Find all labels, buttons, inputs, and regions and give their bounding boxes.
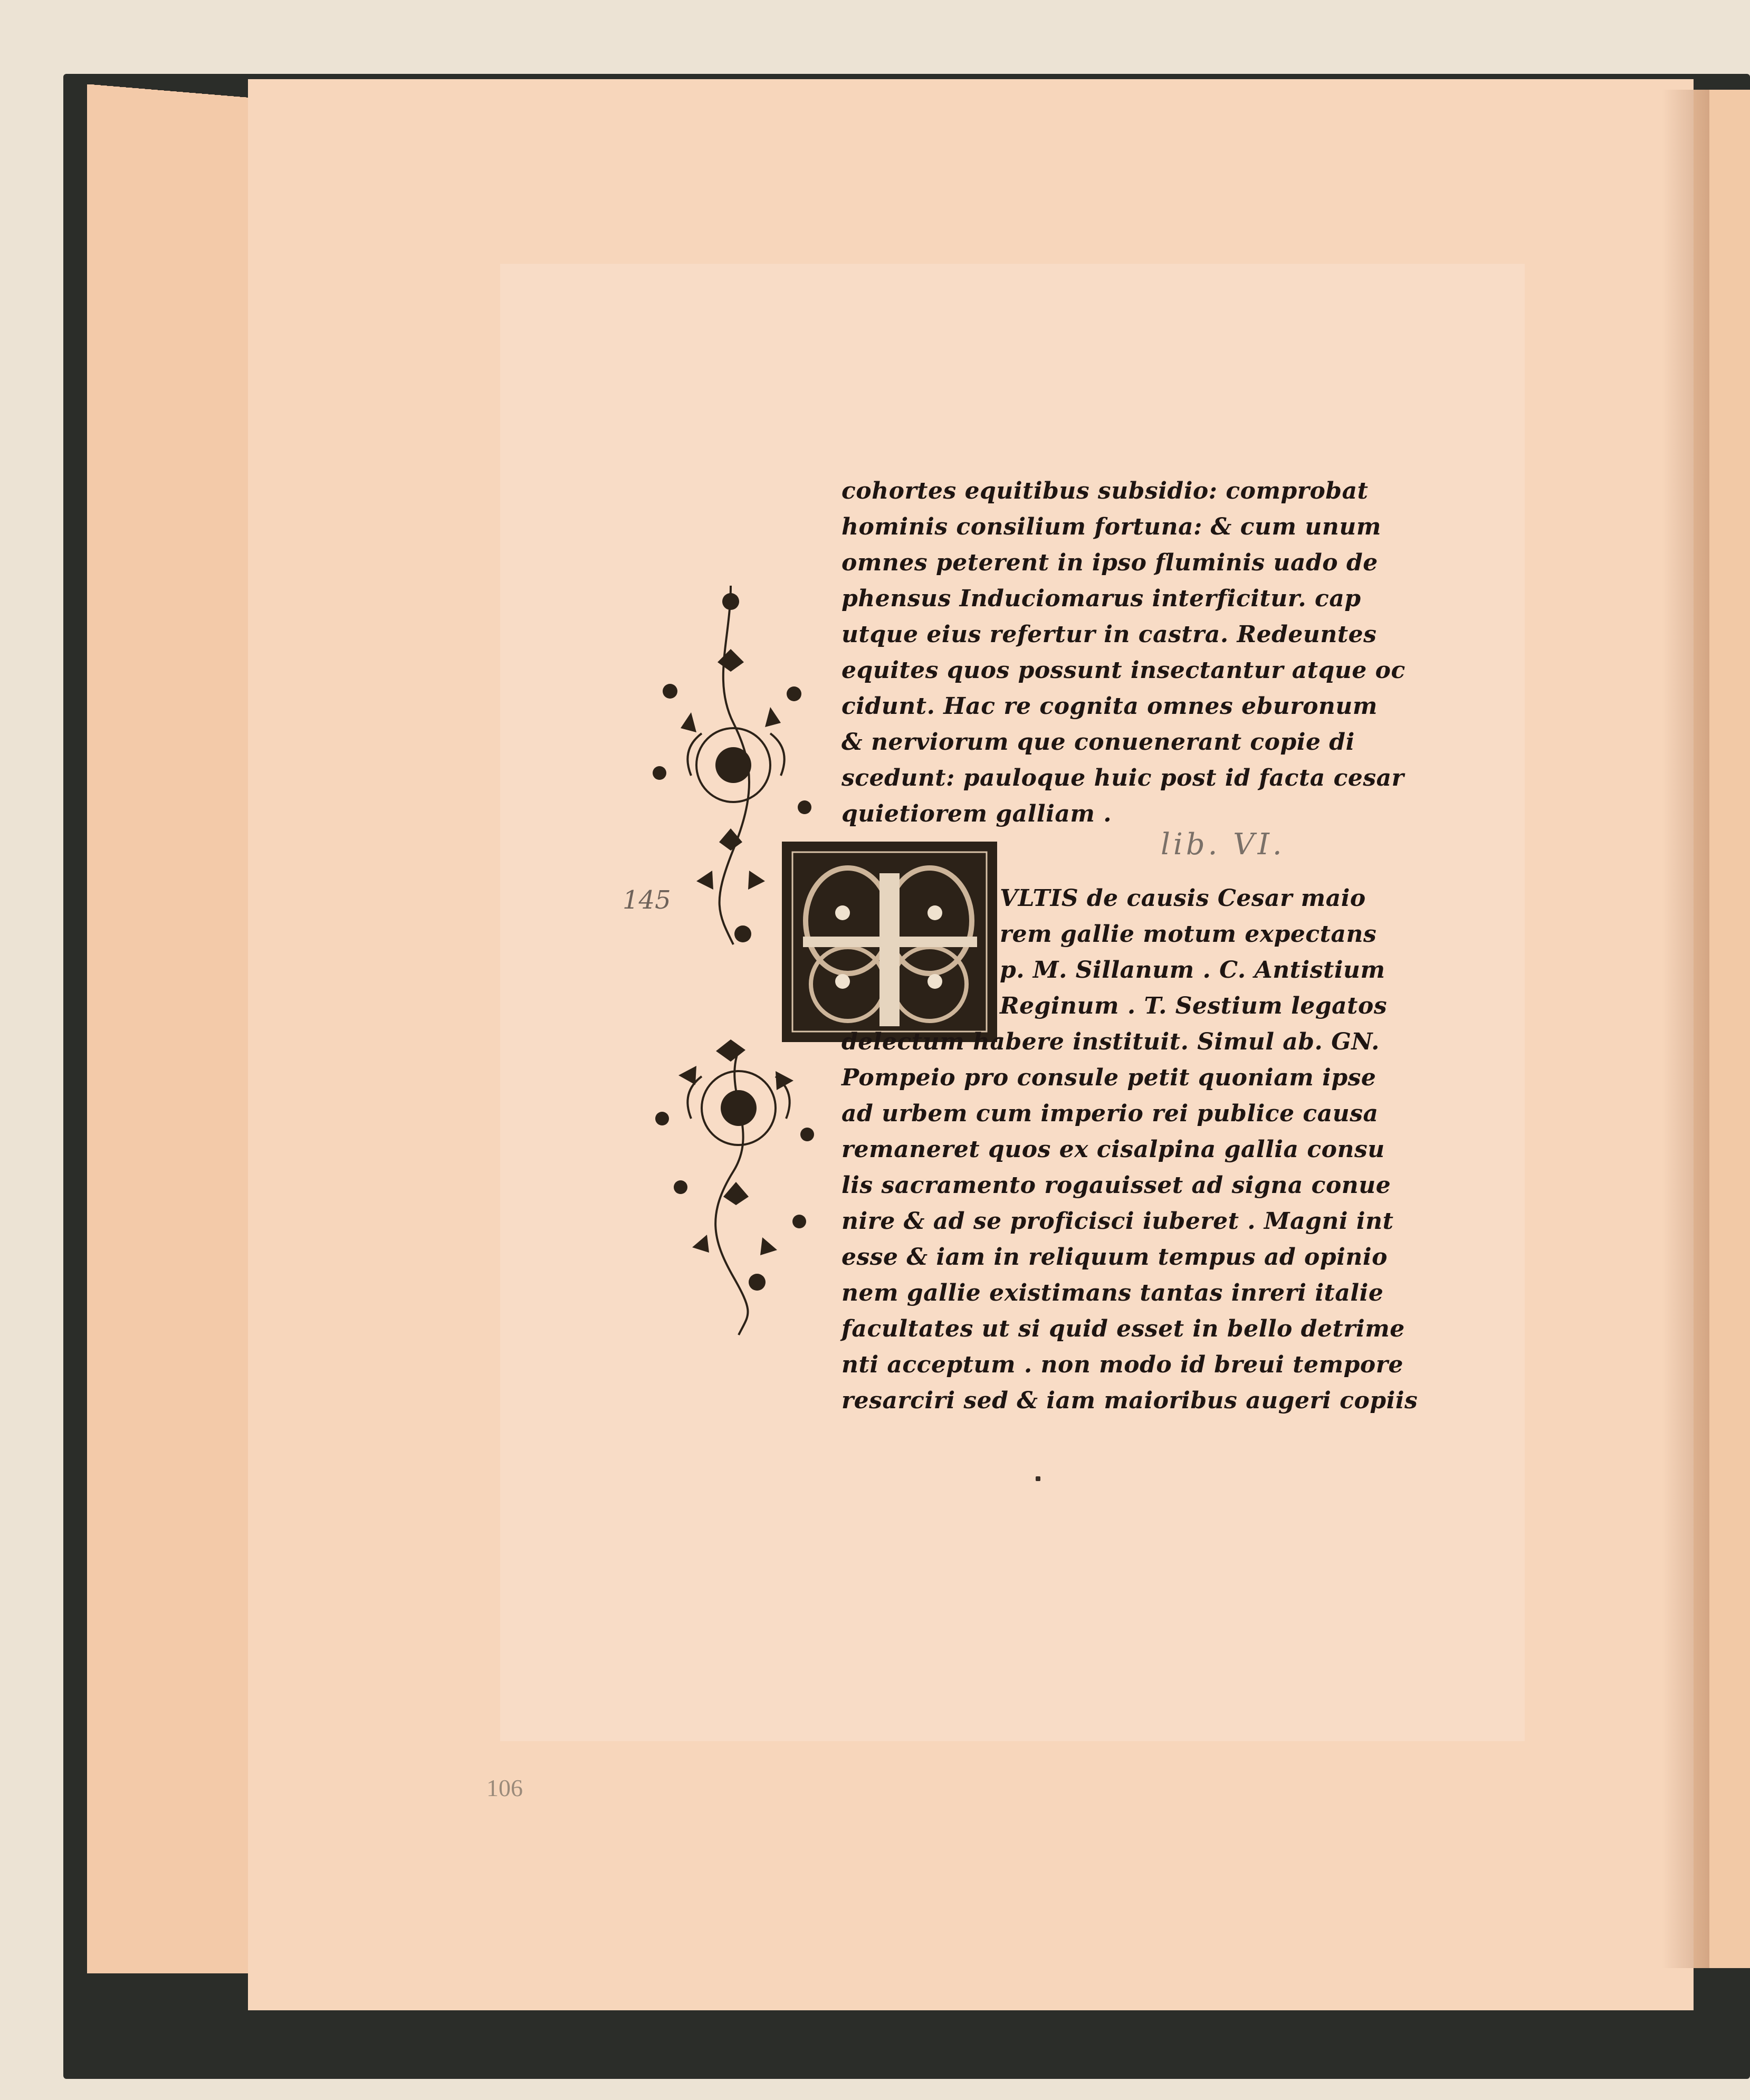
text-line: & nerviorum que conuenerant copie di — [841, 729, 1355, 756]
text-line: quietiorem galliam . — [841, 800, 1112, 827]
text-line: facultates ut si quid esset in bello detrime — [841, 1315, 1405, 1342]
text-line: Reginum . T. Sestium legatos — [1000, 992, 1388, 1019]
text-line: resarciri sed & iam maioribus augeri copiis — [841, 1387, 1418, 1414]
gutter-shadow — [1662, 90, 1709, 1968]
ink-dot — [1036, 1476, 1040, 1481]
text-line: utque eius refertur in castra. Redeuntes — [841, 621, 1377, 648]
text-line: rem gallie motum expectans — [1000, 921, 1377, 948]
illuminated-initial — [782, 842, 997, 1042]
text-line: remaneret quos ex cisalpina gallia consu — [841, 1136, 1385, 1163]
text-line: p. M. Sillanum . C. Antistium — [1000, 957, 1385, 984]
text-line: cohortes equitibus subsidio: comprobat — [841, 478, 1369, 504]
marginal-note-book: lib. VI. — [1161, 827, 1285, 862]
text-line: nire & ad se proficisci iuberet . Magni int — [841, 1208, 1394, 1235]
text-line: hominis consilium fortuna: & cum unum — [841, 513, 1381, 540]
text-line: phensus Induciomarus interficitur. cap — [841, 585, 1361, 612]
page-edges — [87, 84, 253, 1973]
text-line: nti acceptum . non modo id breui tempore — [841, 1351, 1403, 1378]
text-line: lis sacramento rogauisset ad signa conue — [841, 1172, 1391, 1199]
text-line: esse & iam in reliquum tempus ad opinio — [841, 1244, 1388, 1271]
text-line: VLTIS de causis Cesar maio — [1000, 885, 1366, 912]
text-line: ad urbem cum imperio rei publice causa — [841, 1100, 1379, 1127]
marginal-note-left: 145 — [623, 885, 671, 915]
text-line: scedunt: pauloque huic post id facta cesar — [841, 765, 1404, 791]
page-number: 106 — [486, 1774, 523, 1801]
text-line: equites quos possunt insectantur atque oc — [841, 657, 1405, 684]
text-line: Pompeio pro consule petit quoniam ipse — [841, 1064, 1376, 1091]
text-line: cidunt. Hac re cognita omnes eburonum — [841, 693, 1378, 720]
text-line: delectum habere instituit. Simul ab. GN. — [841, 1028, 1380, 1055]
text-line: nem gallie existimans tantas inreri italie — [841, 1280, 1384, 1306]
text-line: omnes peterent in ipso fluminis uado de — [841, 549, 1378, 576]
